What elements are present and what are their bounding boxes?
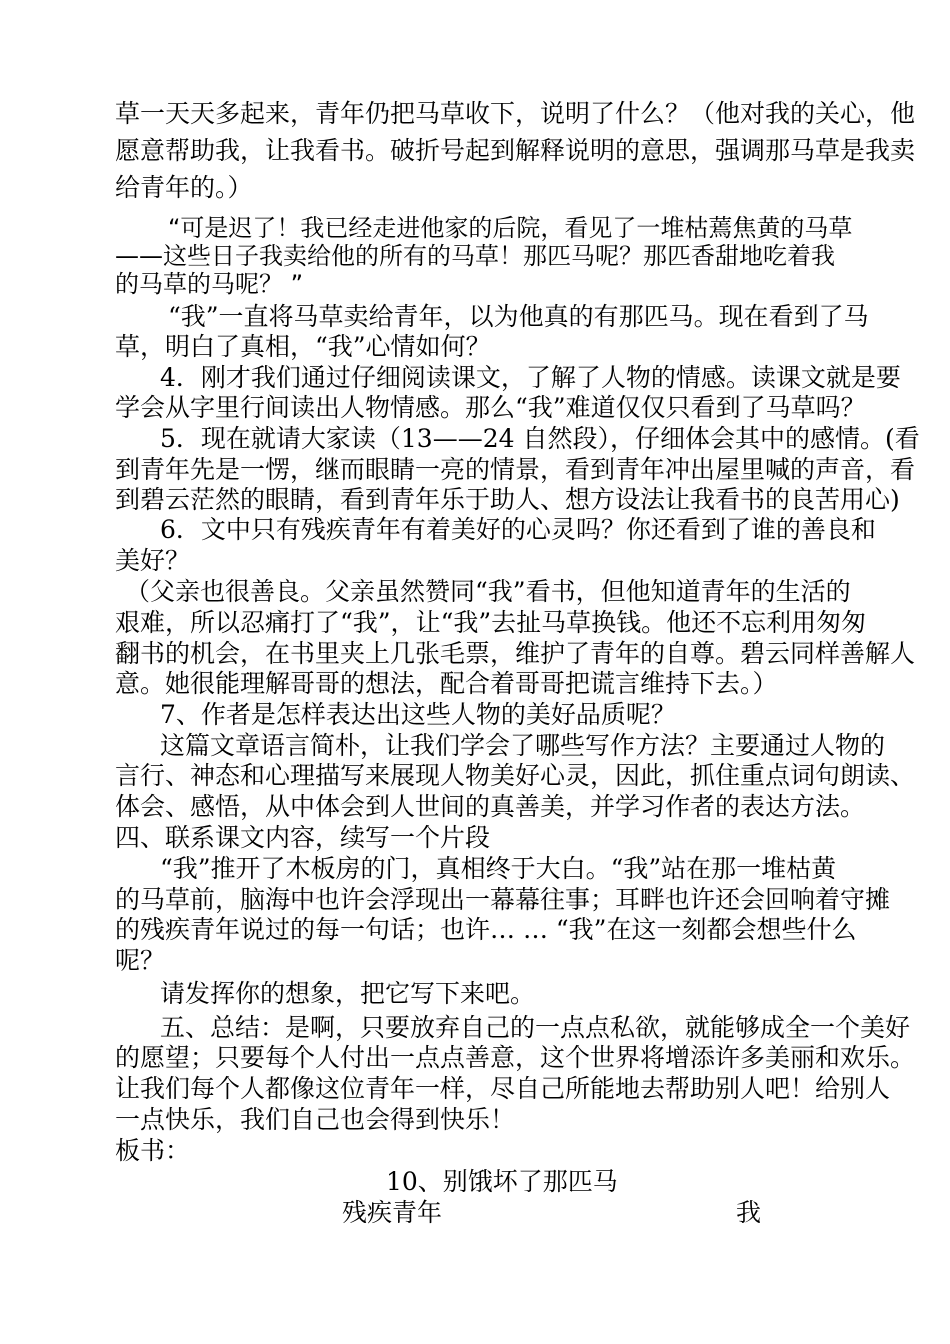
board-item-right: 我 (736, 1198, 762, 1227)
text-line: 一点快乐，我们自己也会得到快乐！ (115, 1105, 516, 1134)
text-line: “我”推开了木板房的门，真相终于大白。“我”站在那一堆枯黄 (160, 854, 837, 883)
text-line: 这篇文章语言简朴，让我们学会了哪些写作方法？主要通过人物的 (160, 731, 886, 760)
text-line: 五、总结：是啊，只要放弃自己的一点点私欲，就能够成全一个美好 (160, 1013, 911, 1042)
text-line: 艰难，所以忍痛打了“我”，让“我”去扯马草换钱。他还不忘利用匆匆 (115, 608, 867, 637)
section-heading: 四、联系课文内容，续写一个片段 (115, 823, 491, 852)
text-line: “我”一直将马草卖给青年，以为他真的有那匹马。现在看到了马 (168, 302, 869, 331)
text-line: 呢？ (115, 946, 166, 975)
text-line: 愿意帮助我，让我看书。破折号起到解释说明的意思，强调那马草是我卖 (115, 136, 916, 165)
text-line: 到碧云茫然的眼睛，看到青年乐于助人、想方设法让我看书的良苦用心) (115, 485, 900, 514)
text-line: 的残疾青年说过的每一句话；也许… … “我”在这一刻都会想些什么 (115, 915, 857, 944)
text-line: 4．刚才我们通过仔细阅读课文，了解了人物的情感。读课文就是要 (160, 363, 901, 392)
text-line: 7、作者是怎样表达出这些人物的美好品质呢？ (160, 700, 676, 729)
text-line: 翻书的机会，在书里夹上几张毛票，维护了青年的自尊。碧云同样善解人 (115, 639, 916, 668)
board-label: 板书： (115, 1136, 191, 1165)
text-line: 草一天天多起来，青年仍把马草收下，说明了什么？（他对我的关心，他 (115, 99, 916, 128)
quote-line: 的马草的马呢？ ” (115, 270, 304, 298)
quote-line: “可是迟了！我已经走进他家的后院，看见了一堆枯蔫焦黄的马草 (168, 214, 853, 242)
text-line: （父亲也很善良。父亲虽然赞同“我”看书，但他知道青年的生活的 (125, 577, 851, 606)
quote-line: ——这些日子我卖给他的所有的马草！那匹马呢？那匹香甜地吃着我 (115, 242, 835, 270)
text-line: 体会、感悟，从中体会到人世间的真善美，并学习作者的表达方法。 (115, 792, 866, 821)
text-line: 到青年先是一愣，继而眼睛一亮的情景，看到青年冲出屋里喊的声音，看 (115, 455, 916, 484)
text-line: 的马草前，脑海中也许会浮现出一幕幕往事；耳畔也许还会回响着守摊 (115, 885, 891, 914)
text-line: 草，明白了真相，“我”心情如何？ (115, 332, 491, 361)
text-line: 的愿望；只要每个人付出一点点善意，这个世界将增添许多美丽和欢乐。 (115, 1043, 916, 1072)
text-line: 美好？ (115, 546, 191, 575)
text-line: 言行、神态和心理描写来展现人物美好心灵，因此，抓住重点词句朗读、 (115, 761, 916, 790)
text-line: 学会从字里行间读出人物情感。那么“我”难道仅仅只看到了马草吗？ (115, 393, 866, 422)
board-item-left: 残疾青年 (342, 1198, 443, 1227)
text-line: 给青年的。） (115, 173, 253, 202)
text-line: 5．现在就请大家读（13——24 自然段），仔细体会其中的感情。(看 (160, 424, 920, 453)
text-line: 请发挥你的想象，把它写下来吧。 (160, 979, 536, 1008)
text-line: 6．文中只有残疾青年有着美好的心灵吗？你还看到了谁的善良和 (160, 515, 876, 544)
text-line: 让我们每个人都像这位青年一样，尽自己所能地去帮助别人吧！给别人 (115, 1074, 891, 1103)
text-line: 意。她很能理解哥哥的想法，配合着哥哥把谎言维持下去。） (115, 669, 778, 698)
board-title: 10、别饿坏了那匹马 (386, 1167, 618, 1196)
